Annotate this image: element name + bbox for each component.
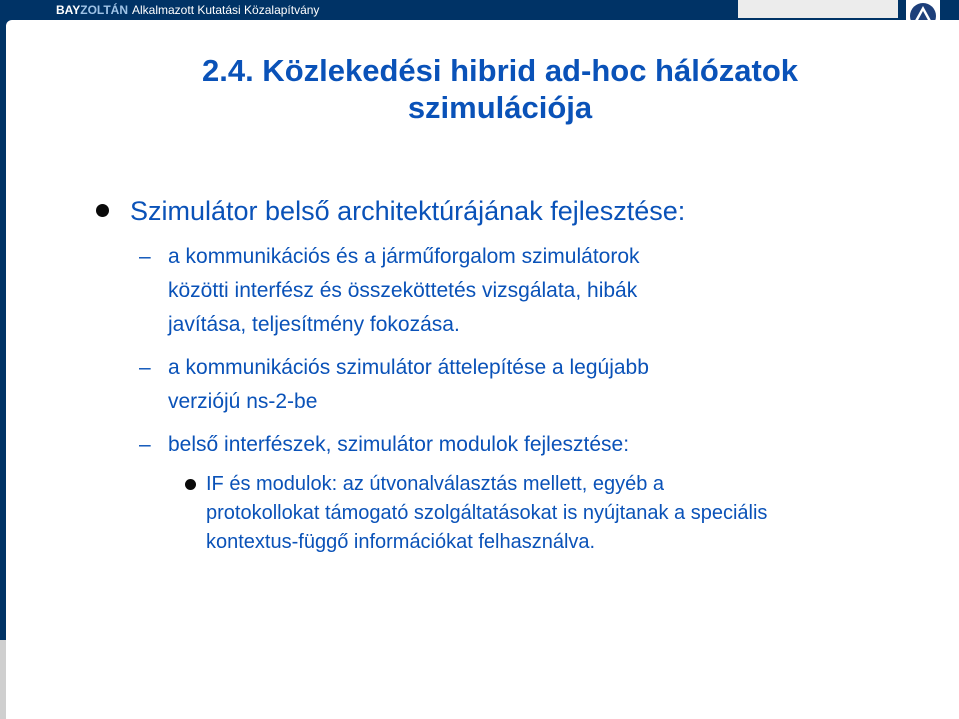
dash-icon: – (139, 245, 151, 268)
sub-item-2-line-1: a kommunikációs szimulátor áttelepítése a legújabb (168, 356, 649, 379)
main-bullet-text: Szimulátor belső architektúrájának fejlesztése: (130, 196, 686, 226)
sub-sub-item-line-1: IF és modulok: az útvonalválasztás mellett, egyéb a (206, 473, 665, 495)
sub-item-1-line-3: javítása, teljesítmény fokozása. (168, 313, 460, 336)
sub-item-2-line-2: verziójú ns-2-be (168, 390, 318, 413)
slide-title-line-1: 2.4. Közlekedési hibrid ad-hoc hálózatok (201, 53, 799, 88)
sub-sub-item (206, 470, 767, 557)
left-edge-strip (0, 640, 6, 719)
brand-zoltan: ZOLTÁN (80, 3, 128, 17)
bullet-dot-icon (185, 479, 196, 490)
header-gray-panel (738, 0, 898, 18)
bullet-dot-icon (96, 204, 109, 217)
top-header-bar (0, 0, 959, 22)
sub-item-2 (139, 351, 649, 419)
sub-sub-item-line-2: protokollokat támogató szolgáltatásokat is nyújtanak a speciális (206, 502, 768, 524)
dash-icon: – (139, 356, 151, 379)
dash-icon: – (139, 433, 151, 456)
sub-item-3-line-1: belső interfészek, szimulátor modulok fejlesztése: (168, 433, 630, 456)
sub-item-1-line-1: a kommunikációs és a járműforgalom szimulátorok (168, 245, 640, 268)
sub-item-3 (139, 428, 630, 462)
organization-name (56, 3, 319, 17)
slide-title-line-2: szimulációja (407, 90, 593, 125)
brand-rest: Alkalmazott Kutatási Közalapítvány (132, 3, 320, 17)
slide-title (160, 52, 840, 126)
sub-sub-item-line-3: kontextus-függő információkat felhasználva. (206, 531, 596, 553)
sub-item-1 (139, 240, 640, 342)
brand-bay: BAY (56, 3, 81, 17)
sub-item-1-line-2: közötti interfész és összeköttetés vizsgálata, hibák (168, 279, 638, 302)
